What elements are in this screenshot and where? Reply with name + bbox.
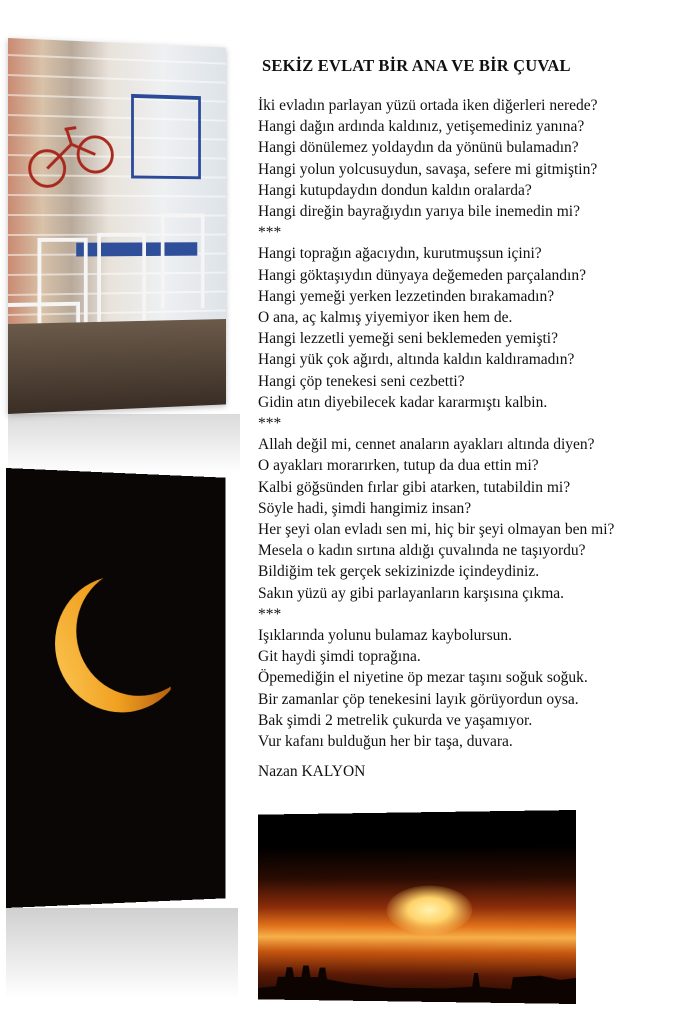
poem-line: Hangi lezzetli yemeği seni beklemeden yemişti? (258, 330, 558, 348)
poem-line: Hangi yemeği yerken lezzetinden bırakamadın? (258, 287, 555, 305)
crescent-moon-photo (6, 468, 226, 908)
poem-line: Allah değil mi, cennet anaların ayakları altında diyen? (258, 436, 595, 454)
crescent-moon (6, 468, 226, 908)
poem-line: Gidin atın diyebilecek kadar kararmıştı kalbin. (258, 393, 548, 411)
poem-line: İki evladın parlayan yüzü ortada iken diğerleri nerede? (258, 97, 598, 114)
poem-line: O ana, aç kalmış yiyemiyor iken hem de. (258, 309, 513, 327)
poem-line: Vur kafanı bulduğun her bir taşa, duvara. (258, 733, 513, 751)
stanza-separator: *** (258, 415, 282, 433)
poem-line: Bildiğim tek gerçek sekizinizde içindeydiniz. (258, 563, 540, 581)
sunset-photo (258, 810, 576, 1004)
stanza-separator: *** (258, 224, 282, 242)
poem-line: Söyle hadi, şimdi hangimiz insan? (258, 499, 472, 517)
poem-line: Hangi dağın ardında kaldınız, yetişemediniz yanına? (258, 118, 585, 136)
poem-line: Hangi dönülemez yoldaydın da yönünü bulamadın? (258, 139, 579, 157)
poem-line: Öpemediğin el niyetine öp mezar taşını soğuk soğuk. (258, 669, 588, 687)
cafe-interior-photo (8, 38, 226, 414)
poem-line: Git haydi şimdi toprağına. (258, 648, 421, 666)
photo-reflection (6, 908, 238, 998)
sun-glow (387, 885, 473, 934)
poem-line: O ayakları morarırken, tutup da dua ettin mi? (258, 457, 539, 475)
floor (8, 319, 226, 414)
stanza-separator: *** (258, 605, 282, 623)
wall-rack (131, 94, 201, 179)
poem-line: Hangi kutupdaydın dondun kaldın oralarda? (258, 181, 532, 199)
poem-line: Hangi göktaşıydın dünyaya değemeden parçalandın? (258, 266, 586, 284)
wall-bicycle (28, 109, 115, 199)
poem-line: Kalbi göğsünden fırlar gibi atarken, tutabildin mi? (258, 478, 571, 496)
poem-line: Her şeyi olan evladı sen mi, hiç bir şeyi olmayan ben mi? (258, 521, 615, 539)
poem-line: Hangi çöp tenekesi seni cezbetti? (258, 372, 465, 390)
poem-title: SEKİZ EVLAT BİR ANA VE BİR ÇUVAL (262, 56, 571, 75)
white-chair (161, 213, 205, 308)
poem-line: Hangi direğin bayrağıydın yarıya bile inemedin mi? (258, 203, 580, 221)
author-name: Nazan KALYON (258, 763, 366, 780)
city-silhouette (258, 957, 576, 1004)
poem-body (258, 95, 698, 752)
poem-line: Hangi yük çok ağırdı, altında kaldın kaldıramadın? (258, 351, 575, 369)
poem-line: Işıklarında yolunu bulamaz kaybolursun. (258, 627, 512, 645)
poem-line: Bak şimdi 2 metrelik çukurda ve yaşamıyor. (258, 711, 533, 729)
photo-reflection (8, 414, 240, 474)
poem-line: Mesela o kadın sırtına aldığı çuvalında ne taşıyordu? (258, 542, 586, 560)
poem-line: Bir zamanlar çöp tenekesini layık görüyordun oysa. (258, 690, 579, 708)
poem-line: Hangi toprağın ağacıydın, kurutmuşsun içini? (258, 245, 542, 263)
poem-line: Hangi yolun yolcusuydun, savaşa, sefere mi gitmiştin? (258, 160, 598, 178)
poem-line: Sakın yüzü ay gibi parlayanların karşısına çıkma. (258, 584, 565, 602)
